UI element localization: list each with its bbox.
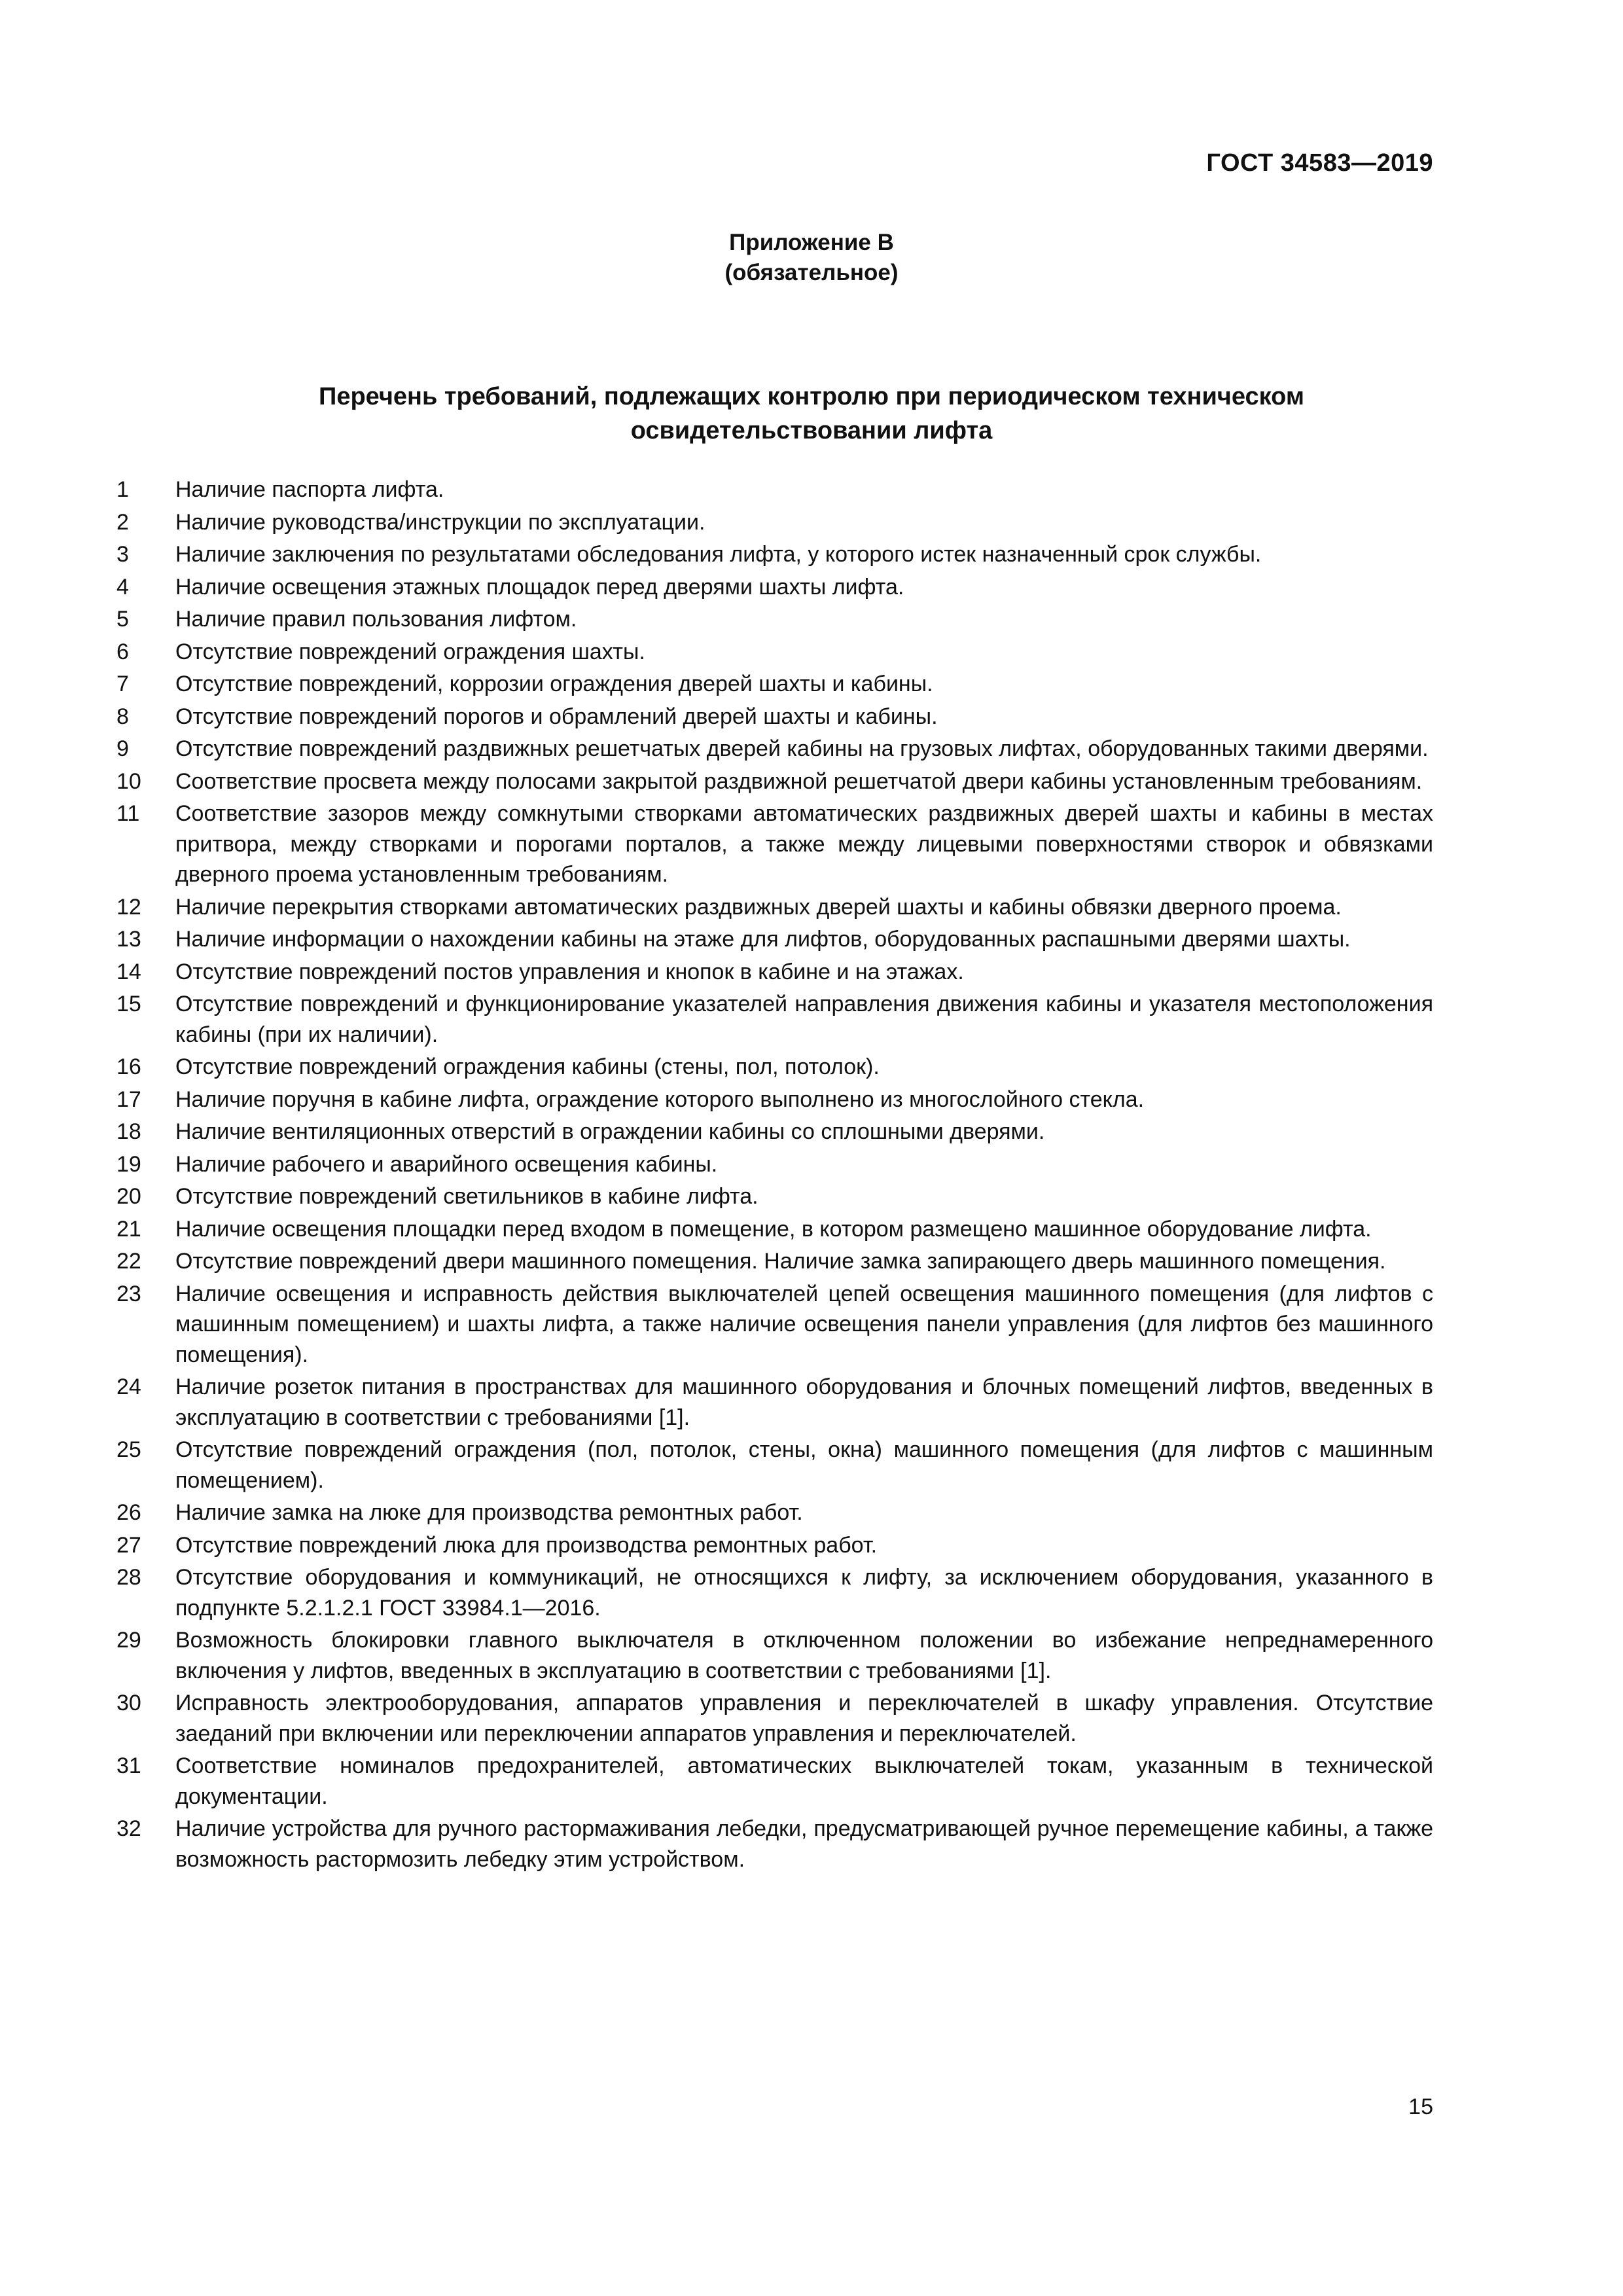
list-item [116, 1085, 1433, 1115]
item-number: 14 [116, 959, 141, 984]
item-text: Наличие розеток питания в пространствах для машинного оборудования и блочных помещений лифтов, введенных в эксплуатацию в соответствии с требованиями [1]. [175, 1374, 1433, 1430]
item-number: 30 [116, 1691, 141, 1715]
item-number: 1 [116, 477, 129, 502]
list-item [116, 604, 1433, 635]
list-item [116, 734, 1433, 764]
list-item [116, 1149, 1433, 1180]
item-text: Отсутствие повреждений светильников в кабине лифта. [175, 1184, 758, 1209]
item-number: 8 [116, 704, 129, 729]
item-number: 27 [116, 1532, 141, 1558]
item-number: 31 [116, 1753, 141, 1778]
list-item [116, 507, 1433, 538]
list-item [116, 1246, 1433, 1277]
item-number: 24 [116, 1374, 141, 1399]
item-text: Отсутствие повреждений ограждения шахты. [175, 639, 645, 664]
item-text: Наличие рабочего и аварийного освещения кабины. [175, 1151, 718, 1177]
item-text: Отсутствие повреждений люка для производства ремонтных работ. [175, 1532, 878, 1558]
item-number: 4 [116, 574, 129, 600]
list-item [116, 539, 1433, 570]
item-text: Отсутствие повреждений ограждения кабины (стены, пол, потолок). [175, 1054, 880, 1079]
list-item [116, 798, 1433, 890]
requirements-list [116, 475, 1433, 1876]
item-text: Наличие вентиляционных отверстий в ограждении кабины со сплошными дверями. [175, 1119, 1045, 1144]
item-number: 16 [116, 1054, 141, 1079]
item-number: 6 [116, 639, 129, 664]
list-item [116, 1498, 1433, 1528]
item-text: Отсутствие повреждений двери машинного помещения. Наличие замка запирающего дверь машинного помещения. [175, 1249, 1386, 1274]
item-text: Наличие перекрытия створками автоматических раздвижных дверей шахты и кабины обвязки дверного проема. [175, 894, 1342, 920]
item-number: 2 [116, 509, 129, 535]
appendix-label: Приложение В [729, 230, 894, 255]
item-text: Отсутствие повреждений раздвижных решетчатых дверей кабины на грузовых лифтах, оборудованных такими дверями. [175, 736, 1429, 761]
item-number: 20 [116, 1184, 141, 1209]
item-number: 21 [116, 1216, 141, 1242]
item-text: Отсутствие повреждений порогов и обрамлений дверей шахты и кабины. [175, 704, 938, 729]
item-text: Наличие заключения по результатами обследования лифта, у которого истек назначенный срок службы. [175, 542, 1262, 567]
appendix-heading [0, 228, 1623, 288]
item-number: 7 [116, 672, 129, 696]
item-text: Наличие освещения площадки перед входом в помещение, в котором размещено машинное оборудование лифта. [175, 1216, 1372, 1242]
list-item [116, 1117, 1433, 1147]
item-text: Исправность электрооборудования, аппаратов управления и переключателей в шкафу управления. Отсутствие заеданий при включении или переключении аппаратов управления и переключателей. [175, 1691, 1433, 1746]
item-number: 26 [116, 1500, 141, 1525]
section-title [216, 380, 1407, 448]
list-item [116, 766, 1433, 797]
item-text: Возможность блокировки главного выключателя в отключенном положении во избежание непреднамеренного включения у лифтов, введенных в эксплуатацию в соответствии с требованиями [1]. [175, 1628, 1433, 1683]
list-item [116, 989, 1433, 1050]
item-text: Наличие освещения этажных площадок перед дверями шахты лифта. [175, 574, 904, 600]
item-number: 29 [116, 1628, 141, 1653]
item-number: 25 [116, 1437, 141, 1462]
section-title-line-2: освидетельствовании лифта [630, 417, 993, 444]
item-text: Наличие устройства для ручного растормаживания лебедки, предусматривающей ручное перемещение кабины, а также возможность растормозить лебедку этим устройством. [175, 1816, 1433, 1872]
item-number: 9 [116, 736, 129, 761]
item-text: Отсутствие повреждений, коррозии ограждения дверей шахты и кабины. [175, 672, 933, 696]
item-number: 12 [116, 894, 141, 920]
item-number: 22 [116, 1249, 141, 1274]
item-number: 13 [116, 927, 141, 952]
list-item [116, 1562, 1433, 1623]
item-number: 23 [116, 1281, 141, 1306]
item-text: Наличие освещения и исправность действия выключателей цепей освещения машинного помещения (для лифтов с машинным помещением) и шахты лифта, а также наличие освещения панели управления (для лифтов без машинного помещения). [175, 1281, 1433, 1367]
list-item [116, 1751, 1433, 1812]
item-number: 19 [116, 1151, 141, 1177]
list-item [116, 1279, 1433, 1371]
item-text: Наличие руководства/инструкции по эксплуатации. [175, 509, 705, 535]
item-number: 10 [116, 768, 141, 794]
item-text: Отсутствие повреждений постов управления и кнопок в кабине и на этажах. [175, 959, 964, 984]
standard-code: ГОСТ 34583—2019 [1206, 149, 1433, 177]
list-item [116, 1625, 1433, 1686]
item-text: Наличие информации о нахождении кабины на этаже для лифтов, оборудованных распашными дверями шахты. [175, 927, 1351, 952]
list-item [116, 1214, 1433, 1245]
page-number: 15 [1408, 2094, 1433, 2119]
list-item [116, 669, 1433, 700]
item-number: 5 [116, 607, 129, 632]
item-text: Отсутствие повреждений ограждения (пол, потолок, стены, окна) машинного помещения (для лифтов с машинным помещением). [175, 1437, 1433, 1493]
item-text: Отсутствие повреждений и функционирование указателей направления движения кабины и указателя местоположения кабины (при их наличии). [175, 992, 1433, 1047]
item-text: Наличие паспорта лифта. [175, 477, 444, 502]
list-item [116, 572, 1433, 603]
list-item [116, 1435, 1433, 1496]
list-item [116, 957, 1433, 988]
list-item [116, 702, 1433, 732]
list-item [116, 1688, 1433, 1749]
item-text: Наличие поручня в кабине лифта, ограждение которого выполнено из многослойного стекла. [175, 1086, 1145, 1112]
item-number: 11 [116, 801, 140, 826]
list-item [116, 1530, 1433, 1561]
list-item [116, 1181, 1433, 1212]
item-number: 28 [116, 1565, 141, 1590]
item-text: Соответствие просвета между полосами закрытой раздвижной решетчатой двери кабины установленным требованиям. [175, 768, 1423, 794]
item-number: 17 [116, 1086, 141, 1112]
item-number: 15 [116, 992, 141, 1016]
list-item [116, 1052, 1433, 1083]
list-item [116, 924, 1433, 955]
item-number: 32 [116, 1816, 141, 1841]
list-item [116, 892, 1433, 923]
list-item [116, 637, 1433, 668]
list-item [116, 1372, 1433, 1433]
item-text: Соответствие номиналов предохранителей, автоматических выключателей токам, указанным в технической документации. [175, 1753, 1433, 1809]
list-item [116, 1814, 1433, 1874]
appendix-status: (обязательное) [724, 260, 899, 285]
section-title-line-1: Перечень требований, подлежащих контролю при периодическом техническом [319, 383, 1304, 410]
item-text: Наличие замка на люке для производства ремонтных работ. [175, 1500, 803, 1525]
item-text: Соответствие зазоров между сомкнутыми створками автоматических раздвижных дверей шахты и кабины в местах притвора, между створками и порогами порталов, а также между лицевыми поверхностями створок и обвязками дверного проема установленным требованиям. [175, 801, 1433, 887]
item-text: Отсутствие оборудования и коммуникаций, не относящихся к лифту, за исключением оборудования, указанного в подпункте 5.2.1.2.1 ГОСТ 33984.1—2016. [175, 1565, 1433, 1621]
list-item [116, 475, 1433, 505]
item-number: 18 [116, 1119, 141, 1144]
item-number: 3 [116, 542, 129, 567]
item-text: Наличие правил пользования лифтом. [175, 607, 577, 632]
